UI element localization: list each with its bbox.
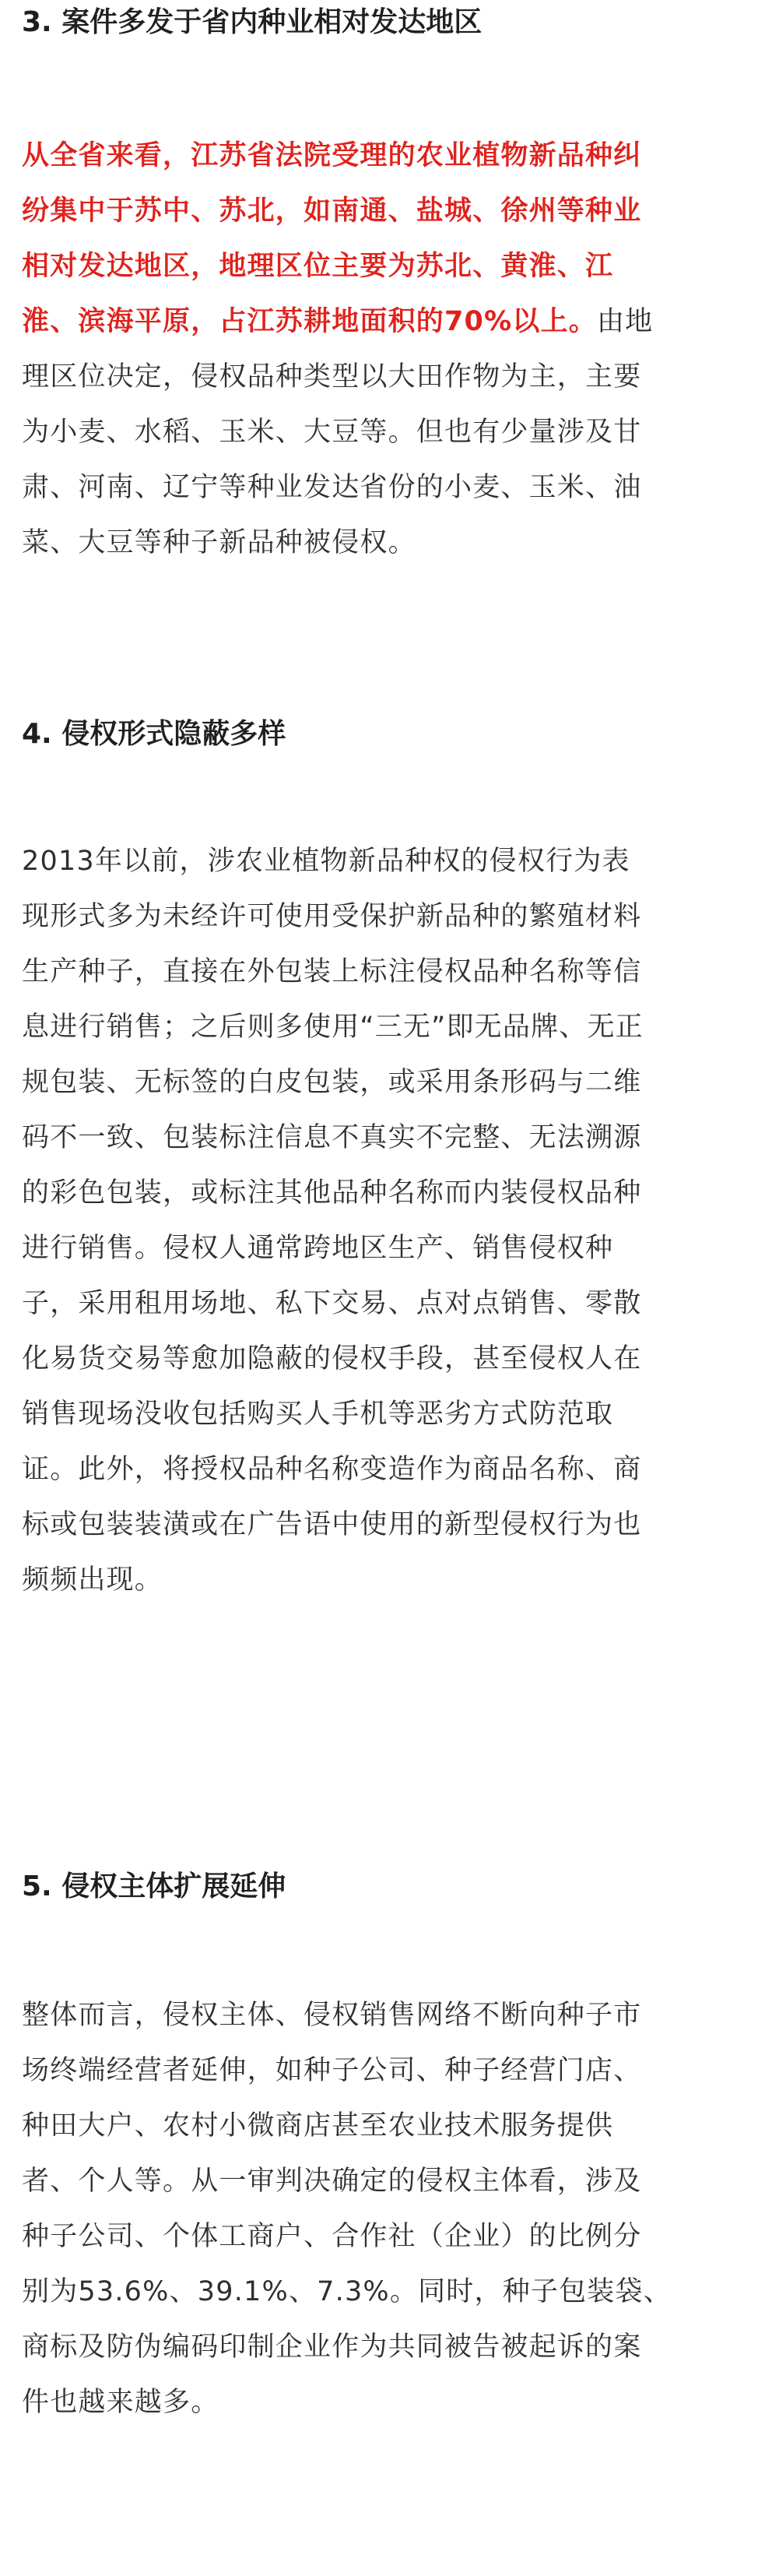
section-4-paragraph — [22, 834, 738, 1608]
paragraph-line — [22, 460, 738, 516]
paragraph-line — [22, 128, 738, 184]
plain-text: 理区位决定，侵权品种类型以大田作物为主，主要 — [22, 361, 642, 392]
paragraph-line: 规包装、无标签的白皮包装，或采用条形码与二维 — [22, 1067, 642, 1098]
emphasis-text: 淮、滨海平原，占江苏耕地面积的70%以上。 — [22, 306, 597, 337]
paragraph-line: 者、个人等。从一审判决确定的侵权主体看，涉及 — [22, 2166, 642, 2197]
paragraph-line: 种子公司、个体工商户、合作社（企业）的比例分 — [22, 2221, 642, 2252]
plain-text: 肃、河南、辽宁等种业发达省份的小麦、玉米、油 — [22, 472, 642, 503]
paragraph-line: 标或包装装潢或在广告语中使用的新型侵权行为也 — [22, 1509, 642, 1540]
paragraph-line — [22, 350, 738, 405]
paragraph-line: 频频出现。 — [22, 1564, 163, 1596]
paragraph-line: 码不一致、包装标注信息不真实不完整、无法溯源 — [22, 1122, 642, 1153]
paragraph-line: 化易货交易等愈加隐蔽的侵权手段，甚至侵权人在 — [22, 1343, 642, 1374]
emphasis-text: 从全省来看，江苏省法院受理的农业植物新品种纠 — [22, 140, 642, 171]
paragraph-line: 件也越来越多。 — [22, 2387, 219, 2418]
emphasis-text: 相对发达地区，地理区位主要为苏北、黄淮、江 — [22, 251, 614, 282]
paragraph-line: 场终端经营者延伸，如种子公司、种子经营门店、 — [22, 2055, 642, 2086]
section-3-paragraph — [22, 128, 738, 571]
emphasis-text: 纷集中于苏中、苏北，如南通、盐城、徐州等种业 — [22, 195, 642, 227]
section-4-heading: 4. 侵权形式隐蔽多样 — [22, 718, 286, 750]
section-5-heading: 5. 侵权主体扩展延伸 — [22, 1870, 286, 1902]
paragraph-line: 整体而言，侵权主体、侵权销售网络不断向种子市 — [22, 2000, 642, 2031]
paragraph-line: 的彩色包装，或标注其他品种名称而内装侵权品种 — [22, 1177, 642, 1209]
paragraph-line — [22, 516, 738, 571]
paragraph-line: 别为53.6%、39.1%、7.3%。同时，种子包装袋、 — [22, 2276, 672, 2307]
paragraph-line: 种田大户、农村小微商店甚至农业技术服务提供 — [22, 2110, 614, 2141]
plain-text: 由地 — [596, 306, 654, 337]
paragraph-line: 生产种子，直接在外包装上标注侵权品种名称等信 — [22, 956, 642, 987]
paragraph-line: 2013年以前，涉农业植物新品种权的侵权行为表 — [22, 846, 630, 877]
section-5-paragraph — [22, 1988, 738, 2430]
paragraph-line: 进行销售。侵权人通常跨地区生产、销售侵权种 — [22, 1233, 614, 1264]
paragraph-line: 息进行销售；之后则多使用“三无”即无品牌、无正 — [22, 1012, 644, 1043]
paragraph-line: 销售现场没收包括购买人手机等恶劣方式防范取 — [22, 1399, 614, 1430]
paragraph-line — [22, 184, 738, 239]
section-3-heading: 3. 案件多发于省内种业相对发达地区 — [22, 6, 483, 38]
paragraph-line: 子，采用租用场地、私下交易、点对点销售、零散 — [22, 1288, 642, 1319]
plain-text: 菜、大豆等种子新品种被侵权。 — [22, 527, 416, 558]
paragraph-line — [22, 239, 738, 294]
paragraph-line: 证。此外，将授权品种名称变造作为商品名称、商 — [22, 1454, 642, 1485]
paragraph-line — [22, 405, 738, 460]
paragraph-line — [22, 294, 738, 350]
paragraph-line: 现形式多为未经许可使用受保护新品种的繁殖材料 — [22, 901, 642, 932]
paragraph-line: 商标及防伪编码印制企业作为共同被告被起诉的案 — [22, 2331, 642, 2363]
plain-text: 为小麦、水稻、玉米、大豆等。但也有少量涉及甘 — [22, 417, 642, 448]
